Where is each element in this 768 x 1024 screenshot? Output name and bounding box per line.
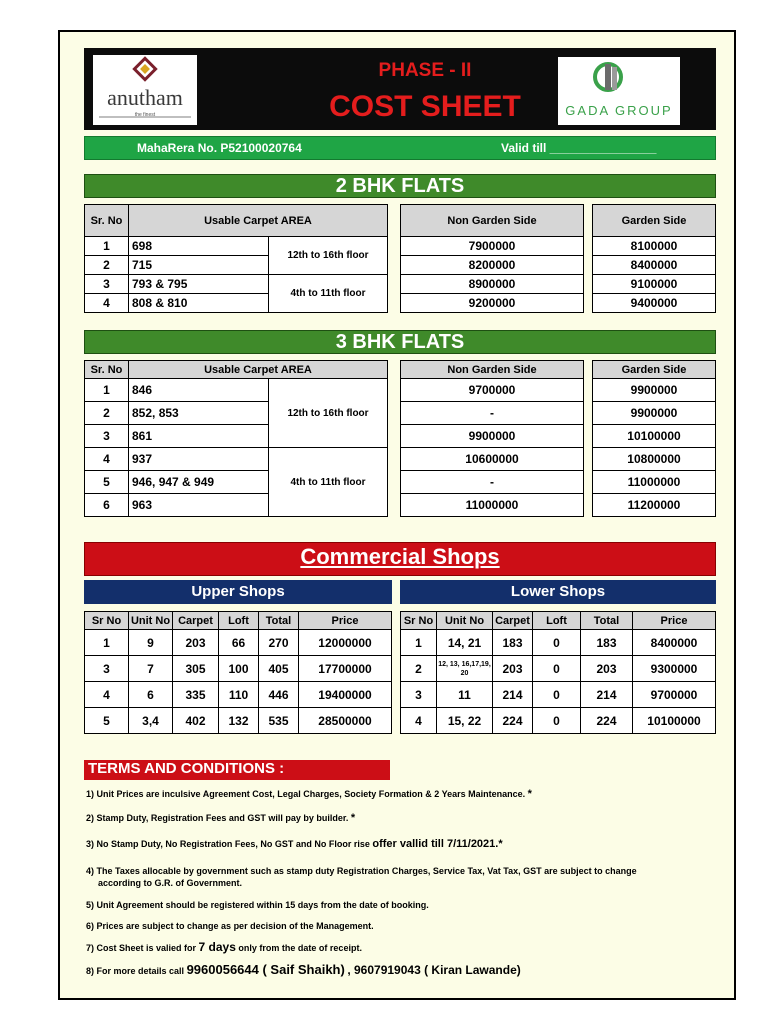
term-text: 2) Stamp Duty, Registration Fees and GST will pay by builder.: [86, 813, 349, 823]
table-cell: 224: [581, 708, 633, 734]
table-cell: 2: [85, 402, 129, 425]
table-cell: 6: [85, 494, 129, 517]
page-title: COST SHEET: [329, 90, 521, 123]
table-cell: 9900000: [593, 379, 716, 402]
non-garden-header: Non Garden Side: [401, 361, 584, 379]
table-cell: 0: [533, 656, 581, 682]
term-star: *: [527, 788, 532, 800]
bhk3-garden-table: [592, 360, 716, 517]
col-header: Loft: [533, 612, 581, 630]
term-6: 6) Prices are subject to change as per decision of the Management.: [86, 921, 374, 931]
table-cell: 3: [85, 656, 129, 682]
table-cell: 4: [401, 708, 437, 734]
table-cell: 66: [219, 630, 259, 656]
term-text: 8) For more details call: [86, 966, 185, 976]
col-header: Price: [299, 612, 392, 630]
rera-bar: [84, 136, 716, 160]
term-text: 1) Unit Prices are inculsive Agreement Cost, Legal Charges, Society Formation & 2 Years Maintenance.: [86, 789, 526, 799]
rera-number: MahaRera No. P52100020764: [137, 141, 302, 155]
table-cell: 28500000: [299, 708, 392, 734]
contact-secondary[interactable]: , 9607919043 ( Kiran Lawande): [347, 963, 521, 977]
anutham-logo-text: anutham: [107, 85, 183, 110]
non-garden-header: Non Garden Side: [401, 205, 584, 237]
term-5: 5) Unit Agreement should be registered within 15 days from the date of booking.: [86, 900, 429, 910]
table-cell: 808 & 810: [129, 294, 269, 313]
valid-till: Valid till ________________: [501, 141, 657, 155]
table-cell: 3: [85, 275, 129, 294]
term-text: 7) Cost Sheet is valied for: [86, 943, 197, 953]
table-cell: 946, 947 & 949: [129, 471, 269, 494]
table-cell: 5: [85, 471, 129, 494]
table-cell: 9700000: [633, 682, 716, 708]
table-cell: 12, 13, 16,17,19, 20: [437, 656, 493, 682]
table-cell: 17700000: [299, 656, 392, 682]
table-cell: -: [401, 471, 584, 494]
table-cell: 793 & 795: [129, 275, 269, 294]
term-star: *: [350, 812, 356, 824]
table-cell: 0: [533, 708, 581, 734]
bhk3-sr-header: Sr. No: [85, 361, 129, 379]
table-cell: 224: [493, 708, 533, 734]
term-2: [86, 812, 355, 824]
table-cell: 9200000: [401, 294, 584, 313]
upper-shops-table: [84, 611, 392, 734]
contact-primary[interactable]: 9960056644 ( Saif Shaikh): [186, 962, 345, 977]
table-cell: 8200000: [401, 256, 584, 275]
lower-shops-title: Lower Shops: [400, 580, 716, 604]
table-cell: 9: [129, 630, 173, 656]
table-cell: 2: [401, 656, 437, 682]
table-cell: 11: [437, 682, 493, 708]
table-row: [401, 708, 716, 734]
floor-range: 12th to 16th floor: [269, 237, 388, 275]
table-cell: 203: [493, 656, 533, 682]
table-cell: 214: [581, 682, 633, 708]
cost-sheet: [58, 30, 736, 1000]
table-row: [401, 656, 716, 682]
table-cell: 446: [259, 682, 299, 708]
term-offer: offer vallid till 7/11/2021.*: [372, 838, 503, 850]
table-cell: 715: [129, 256, 269, 275]
table-cell: 183: [493, 630, 533, 656]
term-1: [86, 788, 532, 800]
anutham-logo: [93, 55, 197, 125]
bhk3-title: 3 BHK FLATS: [84, 330, 716, 354]
table-cell: 305: [173, 656, 219, 682]
table-cell: 11000000: [401, 494, 584, 517]
table-cell: 15, 22: [437, 708, 493, 734]
table-cell: 10100000: [593, 425, 716, 448]
floor-range: 4th to 11th floor: [269, 275, 388, 313]
table-cell: 14, 21: [437, 630, 493, 656]
table-cell: 19400000: [299, 682, 392, 708]
table-row: [85, 682, 392, 708]
table-cell: 8900000: [401, 275, 584, 294]
bhk2-non-garden-table: [400, 204, 584, 313]
floor-range: 4th to 11th floor: [269, 448, 388, 517]
table-cell: 1: [401, 630, 437, 656]
table-cell: 203: [581, 656, 633, 682]
table-cell: 3,4: [129, 708, 173, 734]
garden-header: Garden Side: [593, 205, 716, 237]
col-header: Carpet: [493, 612, 533, 630]
table-cell: 10100000: [633, 708, 716, 734]
table-cell: 698: [129, 237, 269, 256]
table-cell: 0: [533, 630, 581, 656]
bhk2-sr-header: Sr. No: [85, 205, 129, 237]
table-cell: 9300000: [633, 656, 716, 682]
gada-group-logo: [558, 57, 680, 125]
table-cell: 852, 853: [129, 402, 269, 425]
term-8: [86, 962, 521, 977]
bhk3-area-table: [84, 360, 388, 517]
table-cell: 9100000: [593, 275, 716, 294]
table-cell: 11200000: [593, 494, 716, 517]
term-text: 3) No Stamp Duty, No Registration Fees, No GST and No Floor rise: [86, 839, 370, 849]
table-row: [85, 630, 392, 656]
table-cell: 9400000: [593, 294, 716, 313]
col-header: Sr No: [401, 612, 437, 630]
table-cell: 12000000: [299, 630, 392, 656]
table-cell: 963: [129, 494, 269, 517]
table-cell: 335: [173, 682, 219, 708]
table-cell: 183: [581, 630, 633, 656]
table-cell: 214: [493, 682, 533, 708]
col-header: Sr No: [85, 612, 129, 630]
table-cell: 10600000: [401, 448, 584, 471]
term-text: 4) The Taxes allocable by government such as stamp duty Registration Charges, Service Tax, Vat Tax, GST are subject to change: [86, 866, 637, 876]
commercial-title: Commercial Shops: [300, 544, 500, 569]
table-cell: 2: [85, 256, 129, 275]
garden-header: Garden Side: [593, 361, 716, 379]
upper-shops-title: Upper Shops: [84, 580, 392, 604]
table-cell: 8400000: [593, 256, 716, 275]
table-cell: 402: [173, 708, 219, 734]
table-cell: 3: [85, 425, 129, 448]
table-row: [401, 682, 716, 708]
bhk3-non-garden-table: [400, 360, 584, 517]
term-text: only from the date of receipt.: [238, 943, 362, 953]
anutham-tagline: the finest: [134, 112, 156, 118]
table-cell: 846: [129, 379, 269, 402]
term-3: [86, 838, 503, 850]
table-cell: -: [401, 402, 584, 425]
table-cell: 10800000: [593, 448, 716, 471]
table-cell: 203: [173, 630, 219, 656]
table-cell: 100: [219, 656, 259, 682]
table-cell: 4: [85, 448, 129, 471]
table-row: [401, 630, 716, 656]
col-header: Unit No: [129, 612, 173, 630]
col-header: Total: [581, 612, 633, 630]
table-cell: 1: [85, 630, 129, 656]
table-cell: 270: [259, 630, 299, 656]
table-cell: 9900000: [401, 425, 584, 448]
term-days: 7 days: [198, 940, 236, 954]
bhk2-garden-table: [592, 204, 716, 313]
table-cell: 110: [219, 682, 259, 708]
table-cell: 7900000: [401, 237, 584, 256]
gada-logo-text: GADA GROUP: [565, 103, 673, 118]
col-header: Unit No: [437, 612, 493, 630]
table-row: [85, 708, 392, 734]
col-header: Carpet: [173, 612, 219, 630]
table-cell: 1: [85, 379, 129, 402]
bhk2-title: 2 BHK FLATS: [84, 174, 716, 198]
table-cell: 405: [259, 656, 299, 682]
lower-shops-table: [400, 611, 716, 734]
table-cell: 0: [533, 682, 581, 708]
table-cell: 861: [129, 425, 269, 448]
table-cell: 7: [129, 656, 173, 682]
bhk2-area-header: Usable Carpet AREA: [129, 205, 388, 237]
terms-title: TERMS AND CONDITIONS :: [84, 760, 390, 780]
term-4: [86, 866, 637, 888]
table-cell: 9900000: [593, 402, 716, 425]
bhk2-area-table: [84, 204, 388, 313]
table-cell: 937: [129, 448, 269, 471]
phase-label: PHASE - II: [378, 60, 472, 81]
term-7: [86, 940, 362, 954]
col-header: Loft: [219, 612, 259, 630]
table-cell: 4: [85, 682, 129, 708]
floor-range: 12th to 16th floor: [269, 379, 388, 448]
table-cell: 8400000: [633, 630, 716, 656]
table-cell: 9700000: [401, 379, 584, 402]
table-cell: 11000000: [593, 471, 716, 494]
table-cell: 3: [401, 682, 437, 708]
col-header: Price: [633, 612, 716, 630]
table-cell: 8100000: [593, 237, 716, 256]
table-cell: 1: [85, 237, 129, 256]
table-row: [85, 656, 392, 682]
col-header: Total: [259, 612, 299, 630]
table-cell: 4: [85, 294, 129, 313]
table-cell: 5: [85, 708, 129, 734]
table-cell: 132: [219, 708, 259, 734]
bhk3-area-header: Usable Carpet AREA: [129, 361, 388, 379]
table-cell: 6: [129, 682, 173, 708]
table-cell: 535: [259, 708, 299, 734]
term-text: according to G.R. of Government.: [98, 878, 243, 888]
